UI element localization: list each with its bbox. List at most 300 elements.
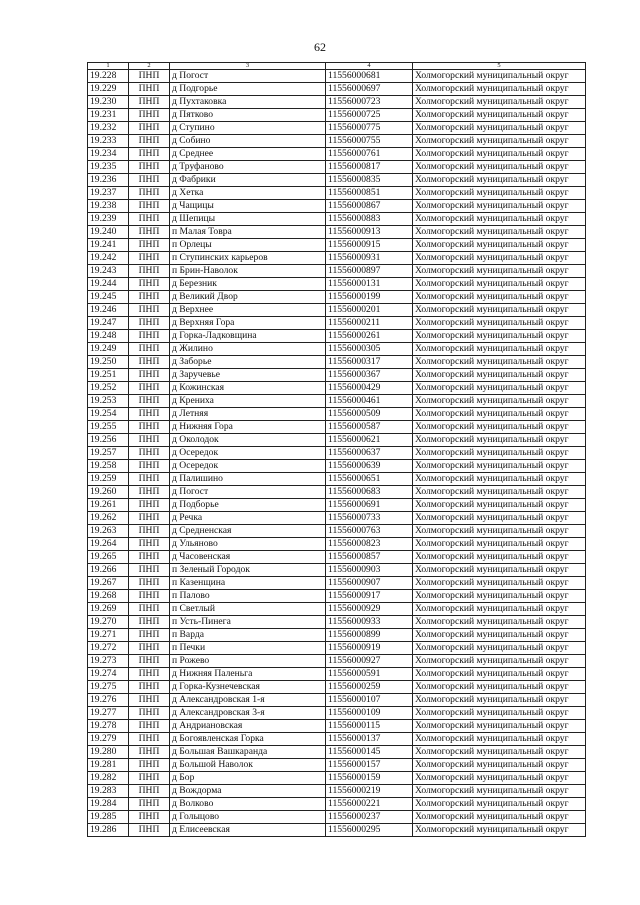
district-cell: Холмогорский муниципальный округ xyxy=(413,525,586,538)
row-number-cell: 19.244 xyxy=(88,278,129,291)
oktmo-code-cell: 11556000725 xyxy=(326,109,413,122)
settlement-name-cell: д Верхняя Гора xyxy=(170,317,326,330)
table-row xyxy=(88,356,586,369)
row-number-cell: 19.249 xyxy=(88,343,129,356)
row-number-cell: 19.260 xyxy=(88,486,129,499)
row-number-cell: 19.237 xyxy=(88,187,129,200)
type-cell: ПНП xyxy=(129,148,170,161)
row-number-cell: 19.268 xyxy=(88,590,129,603)
oktmo-code-cell: 11556000927 xyxy=(326,655,413,668)
oktmo-code-cell: 11556000107 xyxy=(326,694,413,707)
settlement-name-cell: п Зеленый Городок xyxy=(170,564,326,577)
oktmo-code-cell: 11556000857 xyxy=(326,551,413,564)
district-cell: Холмогорский муниципальный округ xyxy=(413,733,586,746)
oktmo-code-cell: 11556000723 xyxy=(326,96,413,109)
row-number-cell: 19.238 xyxy=(88,200,129,213)
oktmo-code-cell: 11556000237 xyxy=(326,811,413,824)
district-cell: Холмогорский муниципальный округ xyxy=(413,746,586,759)
row-number-cell: 19.252 xyxy=(88,382,129,395)
settlement-name-cell: п Малая Товра xyxy=(170,226,326,239)
row-number-cell: 19.263 xyxy=(88,525,129,538)
type-cell: ПНП xyxy=(129,707,170,720)
oktmo-code-cell: 11556000763 xyxy=(326,525,413,538)
oktmo-code-cell: 11556000211 xyxy=(326,317,413,330)
oktmo-code-cell: 11556000639 xyxy=(326,460,413,473)
district-cell: Холмогорский муниципальный округ xyxy=(413,304,586,317)
district-cell: Холмогорский муниципальный округ xyxy=(413,681,586,694)
district-cell: Холмогорский муниципальный округ xyxy=(413,512,586,525)
oktmo-code-cell: 11556000697 xyxy=(326,83,413,96)
table-row xyxy=(88,538,586,551)
oktmo-code-cell: 11556000691 xyxy=(326,499,413,512)
settlement-name-cell: д Горка-Кузнечевская xyxy=(170,681,326,694)
row-number-cell: 19.247 xyxy=(88,317,129,330)
oktmo-code-cell: 11556000295 xyxy=(326,824,413,837)
district-cell: Холмогорский муниципальный округ xyxy=(413,174,586,187)
oktmo-code-cell: 11556000461 xyxy=(326,395,413,408)
oktmo-code-cell: 11556000429 xyxy=(326,382,413,395)
district-cell: Холмогорский муниципальный округ xyxy=(413,668,586,681)
table-row xyxy=(88,187,586,200)
settlement-name-cell: д Средненская xyxy=(170,525,326,538)
district-cell: Холмогорский муниципальный округ xyxy=(413,499,586,512)
table-row xyxy=(88,681,586,694)
oktmo-code-cell: 11556000913 xyxy=(326,226,413,239)
row-number-cell: 19.240 xyxy=(88,226,129,239)
row-number-cell: 19.254 xyxy=(88,408,129,421)
table-row xyxy=(88,447,586,460)
type-cell: ПНП xyxy=(129,330,170,343)
district-cell: Холмогорский муниципальный округ xyxy=(413,395,586,408)
type-cell: ПНП xyxy=(129,265,170,278)
table-row xyxy=(88,122,586,135)
table-row xyxy=(88,148,586,161)
settlement-name-cell: д Александровская 1-я xyxy=(170,694,326,707)
settlement-name-cell: д Кожинская xyxy=(170,382,326,395)
table-row xyxy=(88,252,586,265)
district-cell: Холмогорский муниципальный округ xyxy=(413,135,586,148)
column-header-1: 1 xyxy=(88,63,129,70)
district-cell: Холмогорский муниципальный округ xyxy=(413,213,586,226)
settlement-name-cell: д Чащицы xyxy=(170,200,326,213)
table-row xyxy=(88,96,586,109)
table-row xyxy=(88,499,586,512)
table-row xyxy=(88,811,586,824)
row-number-cell: 19.275 xyxy=(88,681,129,694)
row-number-cell: 19.241 xyxy=(88,239,129,252)
row-number-cell: 19.285 xyxy=(88,811,129,824)
row-number-cell: 19.283 xyxy=(88,785,129,798)
settlement-name-cell: д Волково xyxy=(170,798,326,811)
district-cell: Холмогорский муниципальный округ xyxy=(413,109,586,122)
oktmo-code-cell: 11556000199 xyxy=(326,291,413,304)
oktmo-code-cell: 11556000591 xyxy=(326,668,413,681)
type-cell: ПНП xyxy=(129,96,170,109)
type-cell: ПНП xyxy=(129,590,170,603)
row-number-cell: 19.231 xyxy=(88,109,129,122)
table-row xyxy=(88,317,586,330)
type-cell: ПНП xyxy=(129,83,170,96)
oktmo-code-cell: 11556000899 xyxy=(326,629,413,642)
settlement-name-cell: д Шепицы xyxy=(170,213,326,226)
district-cell: Холмогорский муниципальный округ xyxy=(413,83,586,96)
settlement-name-cell: д Нижняя Паленьга xyxy=(170,668,326,681)
row-number-cell: 19.230 xyxy=(88,96,129,109)
settlement-name-cell: д Часовенская xyxy=(170,551,326,564)
row-number-cell: 19.248 xyxy=(88,330,129,343)
row-number-cell: 19.236 xyxy=(88,174,129,187)
type-cell: ПНП xyxy=(129,551,170,564)
settlement-name-cell: п Варда xyxy=(170,629,326,642)
type-cell: ПНП xyxy=(129,239,170,252)
type-cell: ПНП xyxy=(129,447,170,460)
type-cell: ПНП xyxy=(129,824,170,837)
settlement-name-cell: д Речка xyxy=(170,512,326,525)
settlement-name-cell: д Александровская 3-я xyxy=(170,707,326,720)
settlement-name-cell: д Верхнее xyxy=(170,304,326,317)
table-row xyxy=(88,655,586,668)
type-cell: ПНП xyxy=(129,577,170,590)
page-number: 62 xyxy=(314,40,326,54)
settlement-name-cell: д Погост xyxy=(170,486,326,499)
district-cell: Холмогорский муниципальный округ xyxy=(413,486,586,499)
row-number-cell: 19.270 xyxy=(88,616,129,629)
oktmo-code-cell: 11556000651 xyxy=(326,473,413,486)
type-cell: ПНП xyxy=(129,252,170,265)
district-cell: Холмогорский муниципальный округ xyxy=(413,460,586,473)
row-number-cell: 19.266 xyxy=(88,564,129,577)
table-row xyxy=(88,577,586,590)
district-cell: Холмогорский муниципальный округ xyxy=(413,473,586,486)
table-row xyxy=(88,629,586,642)
oktmo-code-cell: 11556000933 xyxy=(326,616,413,629)
type-cell: ПНП xyxy=(129,369,170,382)
settlement-name-cell: п Казенщина xyxy=(170,577,326,590)
table-row xyxy=(88,668,586,681)
type-cell: ПНП xyxy=(129,408,170,421)
district-cell: Холмогорский муниципальный округ xyxy=(413,161,586,174)
district-cell: Холмогорский муниципальный округ xyxy=(413,148,586,161)
district-cell: Холмогорский муниципальный округ xyxy=(413,707,586,720)
table-row xyxy=(88,603,586,616)
type-cell: ПНП xyxy=(129,538,170,551)
district-cell: Холмогорский муниципальный округ xyxy=(413,785,586,798)
oktmo-code-cell: 11556000917 xyxy=(326,590,413,603)
table-row xyxy=(88,785,586,798)
type-cell: ПНП xyxy=(129,135,170,148)
district-cell: Холмогорский муниципальный округ xyxy=(413,291,586,304)
district-cell: Холмогорский муниципальный округ xyxy=(413,265,586,278)
table-row xyxy=(88,551,586,564)
type-cell: ПНП xyxy=(129,642,170,655)
oktmo-code-cell: 11556000817 xyxy=(326,161,413,174)
row-number-cell: 19.259 xyxy=(88,473,129,486)
oktmo-code-cell: 11556000587 xyxy=(326,421,413,434)
district-cell: Холмогорский муниципальный округ xyxy=(413,200,586,213)
table-row xyxy=(88,278,586,291)
oktmo-code-cell: 11556000637 xyxy=(326,447,413,460)
settlement-name-cell: д Березник xyxy=(170,278,326,291)
type-cell: ПНП xyxy=(129,395,170,408)
type-cell: ПНП xyxy=(129,564,170,577)
type-cell: ПНП xyxy=(129,746,170,759)
row-number-cell: 19.250 xyxy=(88,356,129,369)
table-row xyxy=(88,486,586,499)
oktmo-code-cell: 11556000867 xyxy=(326,200,413,213)
oktmo-code-cell: 11556000761 xyxy=(326,148,413,161)
table-row xyxy=(88,434,586,447)
district-cell: Холмогорский муниципальный округ xyxy=(413,577,586,590)
oktmo-code-cell: 11556000931 xyxy=(326,252,413,265)
table-row xyxy=(88,330,586,343)
oktmo-code-cell: 11556000145 xyxy=(326,746,413,759)
oktmo-code-cell: 11556000897 xyxy=(326,265,413,278)
oktmo-code-cell: 11556000317 xyxy=(326,356,413,369)
district-cell: Холмогорский муниципальный округ xyxy=(413,629,586,642)
row-number-cell: 19.243 xyxy=(88,265,129,278)
district-cell: Холмогорский муниципальный округ xyxy=(413,239,586,252)
row-number-cell: 19.251 xyxy=(88,369,129,382)
type-cell: ПНП xyxy=(129,434,170,447)
oktmo-code-cell: 11556000201 xyxy=(326,304,413,317)
district-cell: Холмогорский муниципальный округ xyxy=(413,96,586,109)
district-cell: Холмогорский муниципальный округ xyxy=(413,343,586,356)
row-number-cell: 19.280 xyxy=(88,746,129,759)
row-number-cell: 19.284 xyxy=(88,798,129,811)
table-row xyxy=(88,382,586,395)
table-row xyxy=(88,746,586,759)
table-row xyxy=(88,525,586,538)
settlements-table xyxy=(87,62,586,837)
oktmo-code-cell: 11556000851 xyxy=(326,187,413,200)
district-cell: Холмогорский муниципальный округ xyxy=(413,694,586,707)
table-row xyxy=(88,304,586,317)
oktmo-code-cell: 11556000261 xyxy=(326,330,413,343)
oktmo-code-cell: 11556000157 xyxy=(326,759,413,772)
table-row xyxy=(88,772,586,785)
type-cell: ПНП xyxy=(129,421,170,434)
type-cell: ПНП xyxy=(129,785,170,798)
district-cell: Холмогорский муниципальный округ xyxy=(413,616,586,629)
oktmo-code-cell: 11556000367 xyxy=(326,369,413,382)
oktmo-code-cell: 11556000883 xyxy=(326,213,413,226)
type-cell: ПНП xyxy=(129,616,170,629)
column-header-5: 5 xyxy=(413,63,586,70)
district-cell: Холмогорский муниципальный округ xyxy=(413,278,586,291)
row-number-cell: 19.278 xyxy=(88,720,129,733)
table-row xyxy=(88,213,586,226)
oktmo-code-cell: 11556000621 xyxy=(326,434,413,447)
table-row xyxy=(88,200,586,213)
district-cell: Холмогорский муниципальный округ xyxy=(413,603,586,616)
settlement-name-cell: д Великий Двор xyxy=(170,291,326,304)
oktmo-code-cell: 11556000903 xyxy=(326,564,413,577)
settlement-name-cell: п Ступинских карьеров xyxy=(170,252,326,265)
district-cell: Холмогорский муниципальный округ xyxy=(413,434,586,447)
district-cell: Холмогорский муниципальный округ xyxy=(413,226,586,239)
oktmo-code-cell: 11556000109 xyxy=(326,707,413,720)
district-cell: Холмогорский муниципальный округ xyxy=(413,408,586,421)
row-number-cell: 19.232 xyxy=(88,122,129,135)
district-cell: Холмогорский муниципальный округ xyxy=(413,356,586,369)
oktmo-code-cell: 11556000681 xyxy=(326,70,413,83)
row-number-cell: 19.255 xyxy=(88,421,129,434)
settlement-name-cell: д Большая Вашкаранда xyxy=(170,746,326,759)
settlement-name-cell: д Труфаново xyxy=(170,161,326,174)
oktmo-code-cell: 11556000131 xyxy=(326,278,413,291)
oktmo-code-cell: 11556000929 xyxy=(326,603,413,616)
settlement-name-cell: д Собино xyxy=(170,135,326,148)
settlement-name-cell: д Нижняя Гора xyxy=(170,421,326,434)
settlement-name-cell: д Елисеевская xyxy=(170,824,326,837)
type-cell: ПНП xyxy=(129,525,170,538)
column-header-2: 2 xyxy=(129,63,170,70)
table-header xyxy=(88,63,586,70)
row-number-cell: 19.265 xyxy=(88,551,129,564)
settlement-name-cell: д Заборье xyxy=(170,356,326,369)
district-cell: Холмогорский муниципальный округ xyxy=(413,369,586,382)
table-row xyxy=(88,135,586,148)
row-number-cell: 19.276 xyxy=(88,694,129,707)
oktmo-code-cell: 11556000915 xyxy=(326,239,413,252)
row-number-cell: 19.277 xyxy=(88,707,129,720)
row-number-cell: 19.282 xyxy=(88,772,129,785)
table-row xyxy=(88,473,586,486)
type-cell: ПНП xyxy=(129,343,170,356)
row-number-cell: 19.256 xyxy=(88,434,129,447)
settlement-name-cell: д Андриановская xyxy=(170,720,326,733)
row-number-cell: 19.272 xyxy=(88,642,129,655)
type-cell: ПНП xyxy=(129,460,170,473)
oktmo-code-cell: 11556000115 xyxy=(326,720,413,733)
type-cell: ПНП xyxy=(129,681,170,694)
table-row xyxy=(88,109,586,122)
oktmo-code-cell: 11556000221 xyxy=(326,798,413,811)
type-cell: ПНП xyxy=(129,226,170,239)
district-cell: Холмогорский муниципальный округ xyxy=(413,720,586,733)
table-row xyxy=(88,395,586,408)
row-number-cell: 19.273 xyxy=(88,655,129,668)
settlement-name-cell: д Палишино xyxy=(170,473,326,486)
settlement-name-cell: д Пухтаковка xyxy=(170,96,326,109)
row-number-cell: 19.235 xyxy=(88,161,129,174)
table-row xyxy=(88,70,586,83)
type-cell: ПНП xyxy=(129,668,170,681)
oktmo-code-cell: 11556000683 xyxy=(326,486,413,499)
row-number-cell: 19.279 xyxy=(88,733,129,746)
table-row xyxy=(88,174,586,187)
oktmo-code-cell: 11556000755 xyxy=(326,135,413,148)
district-cell: Холмогорский муниципальный округ xyxy=(413,798,586,811)
settlement-name-cell: п Печки xyxy=(170,642,326,655)
type-cell: ПНП xyxy=(129,655,170,668)
settlement-name-cell: д Крениха xyxy=(170,395,326,408)
oktmo-code-cell: 11556000907 xyxy=(326,577,413,590)
oktmo-code-cell: 11556000823 xyxy=(326,538,413,551)
type-cell: ПНП xyxy=(129,174,170,187)
row-number-cell: 19.239 xyxy=(88,213,129,226)
table-row xyxy=(88,512,586,525)
type-cell: ПНП xyxy=(129,291,170,304)
settlement-name-cell: д Вождорма xyxy=(170,785,326,798)
type-cell: ПНП xyxy=(129,512,170,525)
type-cell: ПНП xyxy=(129,473,170,486)
settlement-name-cell: д Ступино xyxy=(170,122,326,135)
type-cell: ПНП xyxy=(129,720,170,733)
type-cell: ПНП xyxy=(129,356,170,369)
type-cell: ПНП xyxy=(129,759,170,772)
settlement-name-cell: д Жилино xyxy=(170,343,326,356)
table-row xyxy=(88,642,586,655)
district-cell: Холмогорский муниципальный округ xyxy=(413,330,586,343)
settlement-name-cell: д Пятково xyxy=(170,109,326,122)
header-row xyxy=(88,63,586,70)
table-row xyxy=(88,291,586,304)
settlement-name-cell: п Светлый xyxy=(170,603,326,616)
settlement-name-cell: д Осередок xyxy=(170,447,326,460)
row-number-cell: 19.286 xyxy=(88,824,129,837)
table-row xyxy=(88,421,586,434)
district-cell: Холмогорский муниципальный округ xyxy=(413,564,586,577)
table-row xyxy=(88,239,586,252)
row-number-cell: 19.228 xyxy=(88,70,129,83)
table-row xyxy=(88,824,586,837)
type-cell: ПНП xyxy=(129,200,170,213)
district-cell: Холмогорский муниципальный округ xyxy=(413,655,586,668)
row-number-cell: 19.261 xyxy=(88,499,129,512)
district-cell: Холмогорский муниципальный округ xyxy=(413,590,586,603)
table-row xyxy=(88,161,586,174)
oktmo-code-cell: 11556000137 xyxy=(326,733,413,746)
settlement-name-cell: д Голыцово xyxy=(170,811,326,824)
settlement-name-cell: д Бор xyxy=(170,772,326,785)
row-number-cell: 19.271 xyxy=(88,629,129,642)
row-number-cell: 19.269 xyxy=(88,603,129,616)
column-header-4: 4 xyxy=(326,63,413,70)
table-row xyxy=(88,798,586,811)
settlement-name-cell: д Ульяново xyxy=(170,538,326,551)
oktmo-code-cell: 11556000219 xyxy=(326,785,413,798)
type-cell: ПНП xyxy=(129,187,170,200)
type-cell: ПНП xyxy=(129,109,170,122)
settlement-name-cell: д Летняя xyxy=(170,408,326,421)
table-row xyxy=(88,226,586,239)
oktmo-code-cell: 11556000259 xyxy=(326,681,413,694)
row-number-cell: 19.262 xyxy=(88,512,129,525)
row-number-cell: 19.246 xyxy=(88,304,129,317)
district-cell: Холмогорский муниципальный округ xyxy=(413,122,586,135)
settlement-name-cell: д Среднее xyxy=(170,148,326,161)
table-row xyxy=(88,83,586,96)
row-number-cell: 19.253 xyxy=(88,395,129,408)
settlement-name-cell: д Погост xyxy=(170,70,326,83)
settlement-name-cell: д Заручевье xyxy=(170,369,326,382)
type-cell: ПНП xyxy=(129,304,170,317)
district-cell: Холмогорский муниципальный округ xyxy=(413,759,586,772)
district-cell: Холмогорский муниципальный округ xyxy=(413,772,586,785)
type-cell: ПНП xyxy=(129,499,170,512)
type-cell: ПНП xyxy=(129,772,170,785)
oktmo-code-cell: 11556000775 xyxy=(326,122,413,135)
column-header-3: 3 xyxy=(170,63,326,70)
settlement-name-cell: д Осередок xyxy=(170,460,326,473)
type-cell: ПНП xyxy=(129,733,170,746)
table-row xyxy=(88,460,586,473)
type-cell: ПНП xyxy=(129,278,170,291)
type-cell: ПНП xyxy=(129,382,170,395)
row-number-cell: 19.274 xyxy=(88,668,129,681)
oktmo-code-cell: 11556000919 xyxy=(326,642,413,655)
